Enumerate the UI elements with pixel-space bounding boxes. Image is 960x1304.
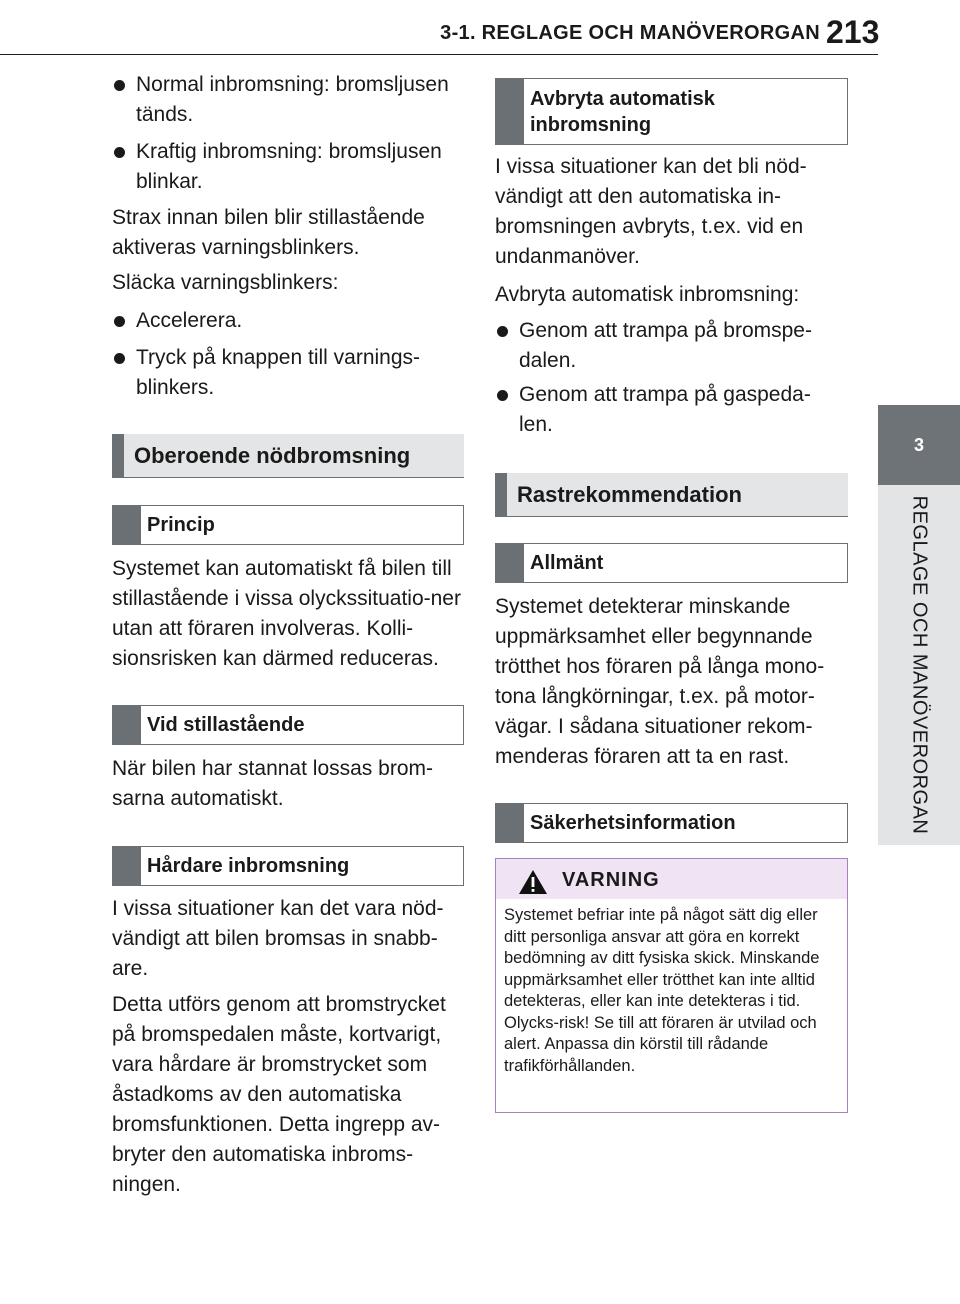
bullet-icon — [497, 326, 508, 337]
subsection-heading: Vid stillastående — [112, 705, 464, 745]
paragraph: Detta utförs genom att bromstrycket på bromspedalen måste, kortvarigt, vara hårdare är bromstrycket som åstadkoms av den automatiska bromsfunktionen. Detta ingrepp av-bryter den automatiska inbroms-ningen. — [112, 993, 446, 1196]
paragraph: I vissa situationer kan det vara nöd-vändigt att bilen bromsas in snabb-are. — [112, 897, 444, 980]
list-item: Genom att trampa på gaspeda-len. — [495, 380, 825, 440]
subsection-heading: Princip — [112, 505, 464, 545]
heading-bar — [112, 705, 141, 745]
section-heading: Oberoende nödbromsning — [112, 434, 464, 478]
heading-bar — [495, 78, 524, 145]
heading-bar — [495, 803, 524, 843]
warning-title: VARNING — [562, 869, 660, 891]
bullet-icon — [114, 80, 125, 91]
subsection-heading: Säkerhetsinformation — [495, 803, 848, 843]
chapter-number: 3 — [913, 434, 924, 455]
page-number: 213 — [826, 14, 880, 50]
bullet-icon — [114, 353, 125, 364]
warning-text: Systemet befriar inte på något sätt dig eller ditt personliga ansvar att göra en korrekt bedömning av ditt fysiska skick. Minskande uppmärksamhet eller trötthet kan inte alltid detekteras, eller kan inte detekteras i tid. Olycks-risk! Se till att föraren är utvilad och alert. Anpassa din körstil till rådande trafikförhållanden. — [504, 906, 820, 1075]
heading-bar — [112, 846, 141, 886]
warning-header — [496, 859, 847, 899]
header-rule — [0, 54, 878, 55]
bullet-icon — [114, 147, 125, 158]
warning-box — [495, 858, 848, 1113]
chapter-title-vertical: REGLAGE OCH MANÖVERORGAN — [908, 495, 931, 835]
subsection-heading: Hårdare inbromsning — [112, 846, 464, 886]
paragraph: Systemet kan automatiskt få bilen till stillastående i vissa olyckssituatio-ner utan att föraren involveras. Kolli-sionsrisken kan därmed reduceras. — [112, 557, 461, 670]
heading-bar — [112, 505, 141, 545]
paragraph: När bilen har stannat lossas brom-sarna automatiskt. — [112, 757, 433, 810]
running-header: 3-1. REGLAGE OCH MANÖVERORGAN — [440, 22, 820, 44]
bullet-icon — [114, 316, 125, 327]
subsection-heading: Avbryta automatisk inbromsning — [495, 78, 848, 145]
list-item: Normal inbromsning: bromsljusen tänds. — [112, 70, 464, 130]
paragraph: Systemet detekterar minskande uppmärksamhet eller begynnande trötthet hos föraren på långa mono-tona långkörningar, t.ex. på motor-vägar. I sådana situationer rekom-menderas föraren att ta en rast. — [495, 595, 825, 768]
list-item: Kraftig inbromsning: bromsljusen blinkar. — [112, 137, 464, 197]
paragraph: Släcka varningsblinkers: — [112, 271, 339, 294]
list-item: Accelerera. — [112, 306, 464, 336]
bullet-icon — [497, 390, 508, 401]
warning-triangle-icon — [518, 869, 548, 895]
subsection-heading: Allmänt — [495, 543, 848, 583]
heading-bar — [495, 543, 524, 583]
list-item: Tryck på knappen till varnings-blinkers. — [112, 343, 442, 403]
paragraph: Strax innan bilen blir stillastående aktiveras varningsblinkers. — [112, 206, 425, 259]
section-heading: Rastrekommendation — [495, 473, 848, 517]
list-item: Genom att trampa på bromspe-dalen. — [495, 316, 825, 376]
chapter-tab — [878, 405, 960, 485]
paragraph: I vissa situationer kan det bli nöd-vändigt att den automatiska in-bromsningen avbryts, t.ex. vid en undanmanöver. — [495, 155, 807, 268]
paragraph: Avbryta automatisk inbromsning: — [495, 283, 800, 306]
